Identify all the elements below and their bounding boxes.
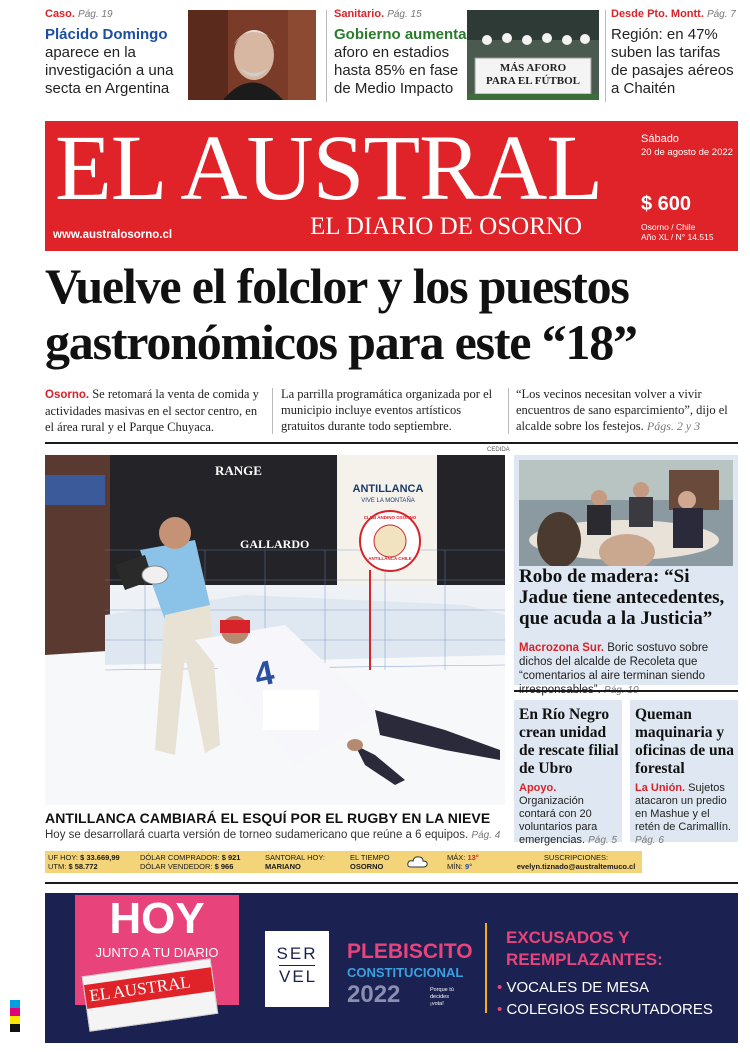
servel-logo — [265, 931, 329, 1007]
jersey-number: 4 — [251, 653, 278, 695]
teaser-2-photo[interactable] — [467, 10, 599, 100]
badge-top-text: CLUB ANDINO OSORNO — [363, 515, 417, 520]
issue-edition: Año XL / N° 14.515 — [641, 232, 714, 242]
teaser-1-photo[interactable] — [188, 10, 316, 100]
saint-value: MARIANO — [265, 862, 301, 871]
side-story-3-text: Sujetos atacaron un predio en Mashue y el retén de Carimallín. — [635, 782, 731, 833]
divider — [272, 388, 273, 434]
min-label: MÍN: — [447, 862, 463, 871]
max-label: MÁX: — [447, 853, 466, 862]
side-story-3-headline: Queman maquinaria y oficinas de una forestal — [635, 706, 735, 777]
dollar-buy-value: $ 921 — [221, 853, 241, 862]
masthead — [45, 117, 738, 251]
price: $ 600 — [641, 193, 692, 215]
newspaper-title: EL AUSTRAL — [55, 117, 603, 220]
deck-text: “Los vecinos necesitan volver a vivir encuentros de sano esparcimiento”, dijo el alcalde sobre los festejos. — [516, 387, 728, 433]
photo-caption — [45, 829, 515, 841]
teaser-page: Pág. 19 — [78, 9, 113, 20]
teaser-headline: Gobierno aumenta — [334, 26, 467, 43]
deck-col-2: La parrilla programática organizada por el municipio incluye eventos artísticos gratuitos durante todo septiembre. — [281, 387, 493, 433]
weather-city: OSORNO — [350, 862, 384, 871]
portrait-photo — [188, 10, 316, 100]
plebiscite-ad[interactable] — [45, 893, 738, 1043]
utm-value: $ 58.772 — [68, 862, 98, 871]
side-story-2-page: Pág. 5 — [588, 835, 618, 846]
registration-marks — [10, 1000, 20, 1032]
main-photo[interactable] — [45, 455, 505, 805]
dollar-sell-label: DÓLAR VENDEDOR: — [140, 862, 213, 871]
photo-caption-page: Pág. 4 — [471, 830, 501, 841]
divider — [605, 10, 606, 102]
photo-caption-title[interactable]: ANTILLANCA CAMBIARÁ EL ESQUÍ POR EL RUGBY EN LA NIEVE — [45, 810, 491, 826]
issue-date: 20 de agosto de 2022 — [641, 147, 733, 158]
teaser-headline: Plácido Domingo — [45, 26, 168, 43]
issue-day: Sábado — [641, 133, 679, 145]
deck-lead: Osorno. — [45, 389, 90, 401]
ad-tagline: Porque tú decides ¡vota! — [430, 987, 454, 1007]
ad-excusados: EXCUSADOS Y — [506, 928, 630, 947]
servel-1: SER — [276, 944, 318, 963]
ad-item: • VOCALES DE MESA — [497, 979, 649, 996]
mini-newspaper-title: EL AUSTRAL — [84, 967, 214, 1009]
main-headline-line-2: gastronómicos para este “18” — [45, 314, 637, 370]
indicators-bar — [45, 851, 642, 873]
section-rule — [45, 882, 738, 884]
meeting-photo — [519, 460, 733, 566]
side-story-1-lead: Macrozona Sur. — [519, 642, 604, 654]
deck-col-3 — [516, 386, 742, 434]
cloud-icon — [407, 855, 429, 871]
ad-year: 2022 — [347, 981, 401, 1008]
sign-antillanca-sub: VIVE LA MONTAÑA — [361, 498, 415, 504]
teaser-body: aparece en la investigación a una secta en Argentina — [45, 44, 174, 97]
side-story-2[interactable] — [514, 700, 622, 846]
max-value: 13° — [467, 853, 479, 862]
teaser-body: Región: en 47% suben las tarifas de pasajes aéreos a Chaitén — [611, 26, 734, 97]
side-story-2-text: Organización contará con 20 voluntarios para emergencias. — [519, 795, 598, 846]
issue-location: Osorno / Chile — [641, 222, 696, 232]
banner-line-1: MÁS AFORO — [499, 62, 567, 74]
website-link[interactable]: www.australosorno.cl — [53, 229, 173, 241]
min-value: 9° — [464, 862, 473, 871]
uf-value: $ 33.669,99 — [80, 853, 120, 862]
weather-label: EL TIEMPO — [350, 853, 390, 862]
servel-2: VEL — [279, 967, 318, 986]
side-story-1-text: Boric sostuvo sobre dichos del alcalde de Recoleta que “comentarios al aire terminan siendo — [519, 642, 709, 682]
subs-email[interactable]: evelyn.tiznado@australtemuco.cl — [516, 862, 636, 871]
side-story-3[interactable] — [630, 700, 738, 846]
teaser-2[interactable] — [334, 8, 469, 98]
saint-label: SANTORAL HOY: — [265, 853, 326, 862]
ad-constitucional: CONSTITUCIONAL — [347, 965, 464, 980]
side-story-2-headline: En Río Negro crean unidad de rescate filial de Ubro — [519, 706, 619, 777]
subs-label: SUSCRIPCIONES: — [543, 853, 609, 862]
sign-gallardo: GALLARDO — [240, 537, 310, 551]
divider — [326, 10, 327, 102]
dollar-sell-value: $ 966 — [214, 862, 234, 871]
teaser-page: Pág. 15 — [387, 9, 422, 20]
sign-antillanca: ANTILLANCA — [352, 483, 424, 495]
teaser-3[interactable] — [611, 8, 741, 98]
teaser-section: Desde Pto. Montt. — [611, 8, 704, 20]
teaser-1[interactable] — [45, 8, 185, 98]
utm-label: UTM: — [48, 862, 67, 871]
photo-caption-text: Hoy se desarrollará cuarta versión de torneo sudamericano que reúne a 6 equipos. — [45, 829, 469, 841]
badge-bottom-text: ANTILLANCA CHILE — [368, 556, 412, 561]
section-rule — [514, 690, 738, 692]
main-headline[interactable] — [45, 258, 745, 370]
dollar-buy-label: DÓLAR COMPRADOR: — [140, 853, 220, 862]
side-story-3-page: Pág. 6 — [635, 835, 664, 846]
divider — [508, 388, 509, 434]
ad-plebiscito: PLEBISCITO — [347, 940, 473, 963]
ad-junto: JUNTO A TU DIARIO — [95, 945, 219, 960]
ad-hoy: HOY — [109, 894, 205, 943]
deck-page: Págs. 2 y 3 — [646, 419, 701, 433]
section-rule — [45, 442, 738, 444]
teaser-body: aforo en estadios hasta 85% en fase de Medio Impacto — [334, 44, 459, 97]
deck-col-1 — [45, 386, 269, 435]
newspaper-subtitle: EL DIARIO DE OSORNO — [310, 213, 582, 240]
teaser-section: Caso. — [45, 8, 75, 20]
teaser-page: Pág. 7 — [706, 9, 736, 20]
side-story-3-lead: La Unión. — [635, 782, 686, 794]
main-headline-line-1: Vuelve el folclor y los puestos — [45, 258, 629, 314]
deck-text: Se retomará la venta de comida y actividades masivas en el sector centro, en el área rural y el Parque Chuyaca. — [45, 387, 259, 434]
uf-label: UF HOY: — [48, 853, 79, 862]
photo-credit: CEDIDA — [487, 447, 510, 453]
side-story-2-lead: Apoyo. — [519, 782, 557, 794]
ad-divider — [485, 923, 487, 1013]
side-story-1-headline: Robo de madera: “Si Jadue tiene antecedentes, que acuda a la Justicia” — [519, 566, 725, 629]
ad-reemplazantes: REEMPLAZANTES: — [506, 950, 663, 969]
banner-line-2: PARA EL FÚTBOL — [486, 75, 580, 87]
side-story-1[interactable] — [514, 455, 738, 685]
rugby-snow-photo — [45, 455, 505, 805]
teaser-section: Sanitario. — [334, 8, 385, 20]
sign-range: RANGE — [215, 463, 262, 478]
ad-item: • COLEGIOS ESCRUTADORES — [497, 1001, 713, 1018]
